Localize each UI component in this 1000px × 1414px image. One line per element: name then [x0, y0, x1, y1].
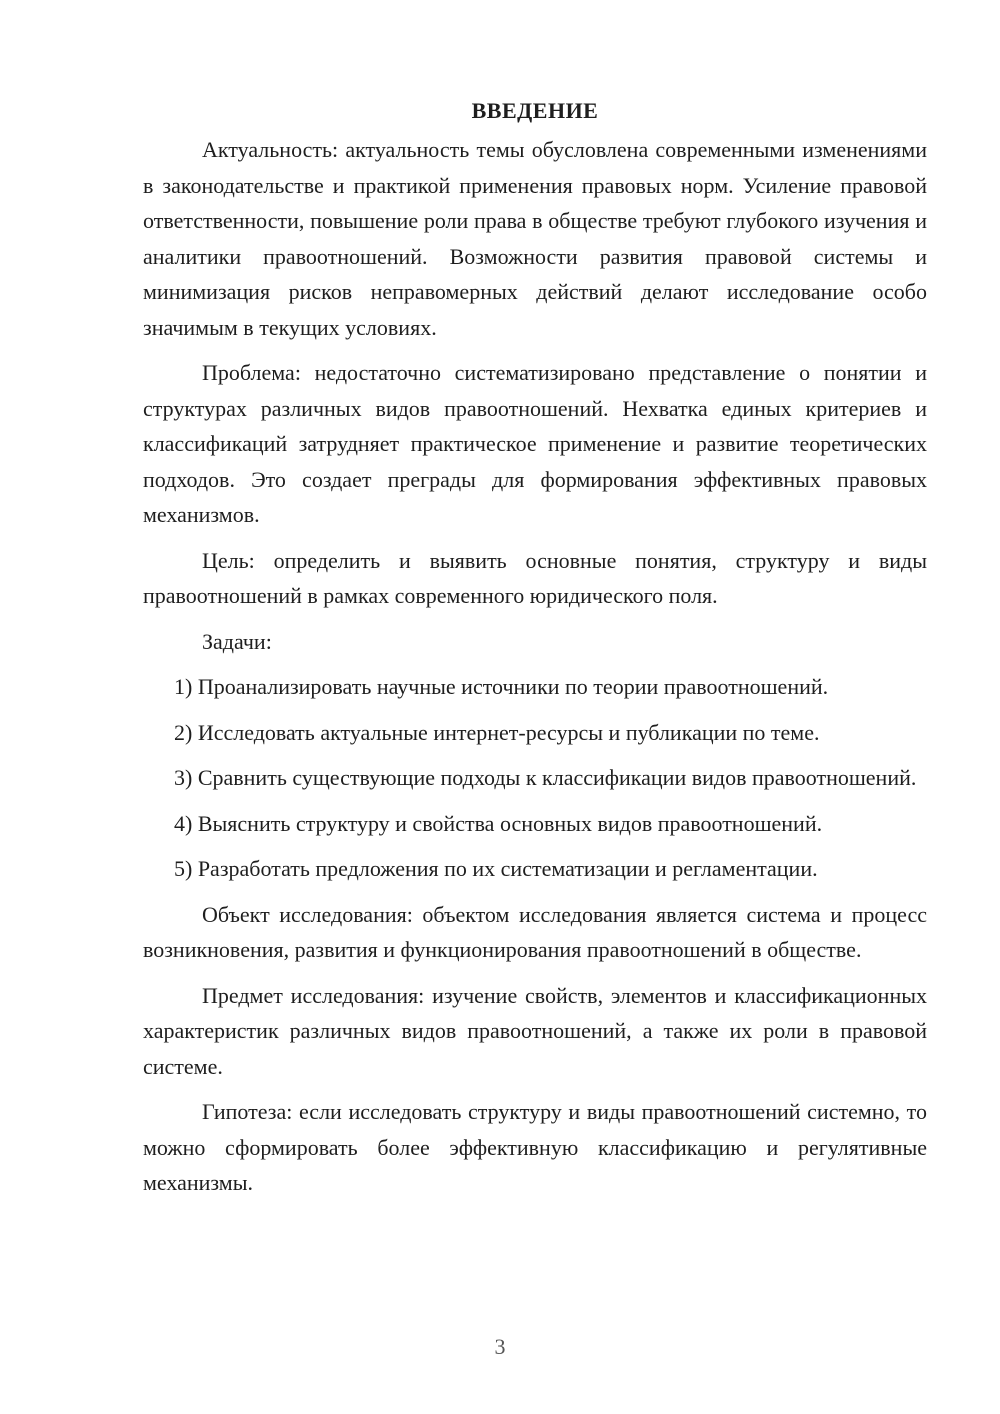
- paragraph-goal: Цель: определить и выявить основные понятия, структуру и виды правоотношений в рамках современного юридического поля.: [143, 547, 927, 608]
- task-item: 2) Исследовать актуальные интернет-ресурсы и публикации по теме.: [174, 719, 820, 745]
- task-item: 5) Разработать предложения по их систематизации и регламентации.: [174, 856, 818, 881]
- task-item: 3) Сравнить существующие подходы к классификации видов правоотношений.: [174, 765, 917, 790]
- paragraph-object: Объект исследования: объектом исследования является система и процесс возникновения, развития и функционирования правоотношений в обществе.: [143, 901, 927, 962]
- paragraph-problem: Проблема: недостаточно систематизировано представление о понятии и структурах различных видов правоотношений. Нехватка единых критериев и классификаций затрудняет практическое применение и развитие теоретических подходов. Это создает преграды для формирования эффективных правовых механизмов.: [143, 360, 927, 527]
- paragraph-relevance: Актуальность: актуальность темы обусловлена современными изменениями в законодательстве и практикой применения правовых норм. Усиление правовой ответственности, повышение роли права в обществе требуют глубокого изучения и аналитики правоотношений. Возможности развития правовой системы и минимизация рисков неправомерных действий делают исследование особо значимым в текущих условиях.: [143, 137, 927, 340]
- task-item: 4) Выяснить структуру и свойства основных видов правоотношений.: [174, 810, 823, 836]
- paragraph-subject: Предмет исследования: изучение свойств, элементов и классификационных характеристик различных видов правоотношений, а также их роли в правовой системе.: [143, 982, 927, 1079]
- tasks-heading: Задачи:: [202, 628, 272, 654]
- task-item: 1) Проанализировать научные источники по теории правоотношений.: [174, 674, 829, 699]
- page-number: 3: [494, 1334, 506, 1359]
- section-title: ВВЕДЕНИЕ: [471, 98, 599, 123]
- document-page: [143, 96, 927, 1211]
- paragraph-hypothesis: Гипотеза: если исследовать структуру и виды правоотношений системно, то можно сформировать более эффективную классификацию и регулятивные механизмы.: [143, 1099, 927, 1195]
